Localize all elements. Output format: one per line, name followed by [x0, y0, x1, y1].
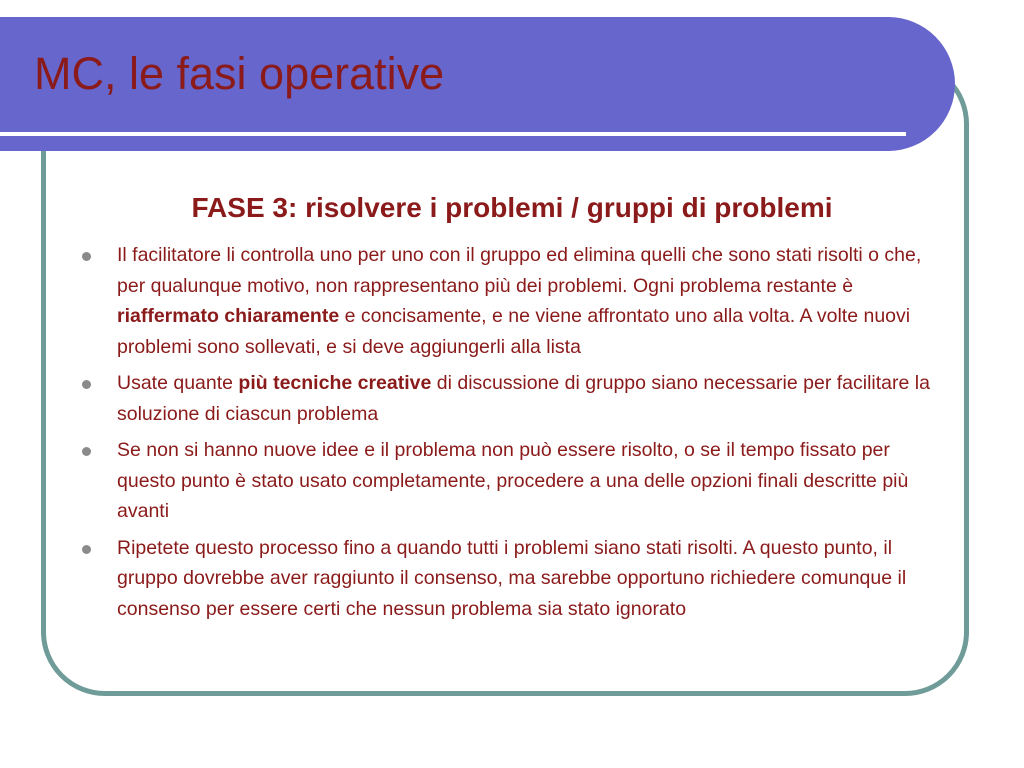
bullet-4-text: Ripetete questo processo fino a quando tutti i problemi siano stati risolti. A questo punto, il gruppo dovrebbe aver raggiunto il consenso, ma sarebbe opportuno richiedere comunque il consenso per essere certi che nessun problema sia stato ignorato: [117, 536, 907, 620]
bullet-3-text: Se non si hanno nuove idee e il problema non può essere risolto, o se il tempo fissato per questo punto è stato usato completamente, procedere a una delle opzioni finali descritte più avanti: [117, 439, 909, 522]
bullet-2-text-after: di discussione di gruppo siano necessarie per facilitare la soluzione di ciascun problema: [117, 372, 930, 425]
bullet-dot-icon: [82, 545, 91, 554]
bullet-2-text-before: Usate quante: [117, 372, 239, 394]
bullet-list: [76, 240, 948, 630]
bullet-dot-icon: [82, 447, 91, 456]
bullet-1-text-after: e concisamente, e ne viene affrontato uno alla volta. A volte nuovi problemi sono sollevati, e si deve aggiungerli alla lista: [117, 305, 911, 358]
slide-title: MC, le fasi operative: [34, 48, 445, 99]
bullet-item-1: [76, 240, 948, 362]
title-underline: [0, 132, 906, 136]
bullet-item-4: [76, 533, 948, 625]
bullet-dot-icon: [82, 252, 91, 261]
bullet-dot-icon: [82, 380, 91, 389]
slide-subtitle: FASE 3: risolvere i problemi / gruppi di problemi: [191, 192, 833, 223]
bullet-1-text-before: Il facilitatore li controlla uno per uno con il gruppo ed elimina quelli che sono stati risolti o che, per qualunque motivo, non rappresentano più dei problemi. Ogni problema restante è: [117, 244, 922, 297]
bullet-item-3: [76, 435, 948, 527]
bullet-item-2: [76, 368, 948, 429]
bullet-1-bold: riaffermato chiaramente: [117, 305, 340, 327]
bullet-2-bold: più tecniche creative: [238, 372, 432, 394]
